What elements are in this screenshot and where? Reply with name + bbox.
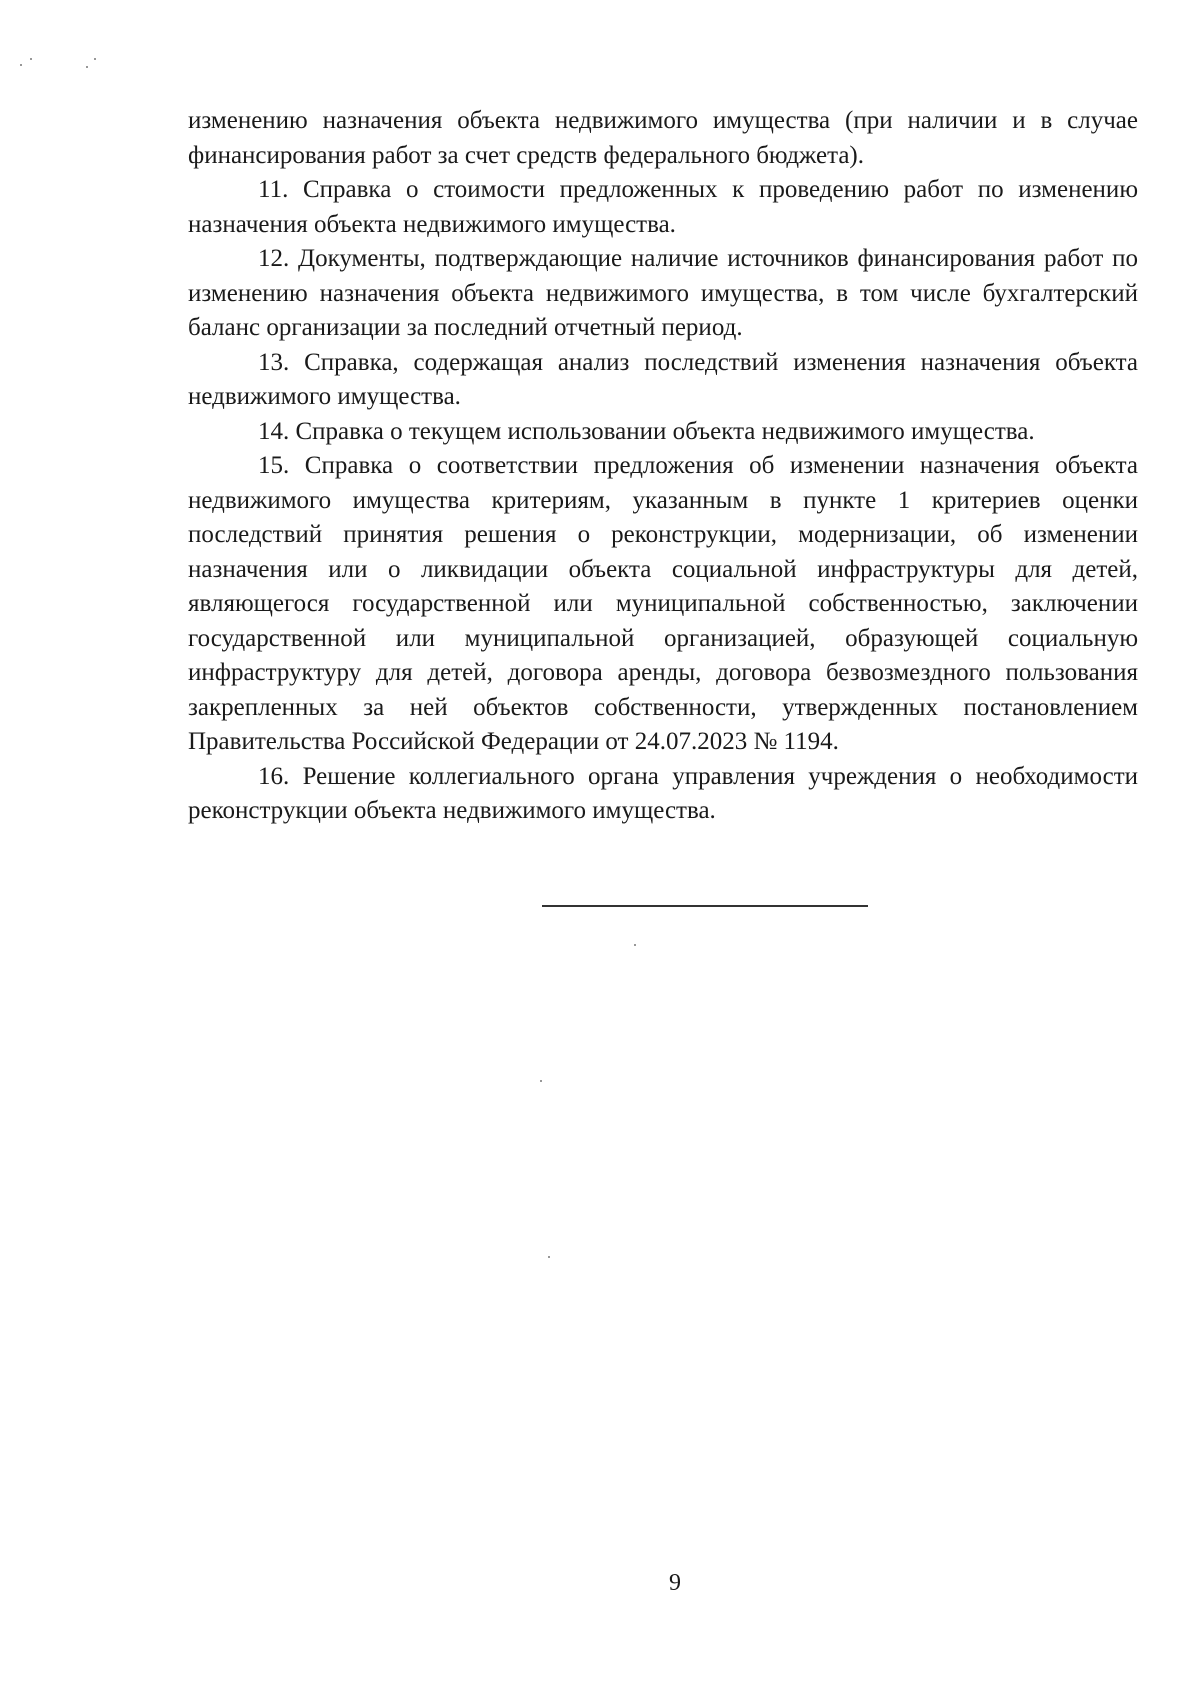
paragraph-item-14: 14. Справка о текущем использовании объекта недвижимого имущества. bbox=[258, 417, 1035, 445]
page-number: 9 bbox=[669, 1570, 681, 1596]
scan-speck bbox=[634, 944, 636, 946]
scan-speck bbox=[20, 64, 22, 66]
document-body bbox=[188, 104, 1138, 829]
paragraph-item-13: 13. Справка, содержащая анализ последствий изменения назначения объекта недвижимого имущества. bbox=[188, 348, 1138, 410]
paragraph-item-15: 15. Справка о соответствии предложения об изменении назначения объекта недвижимого имущества критериям, указанным в пункте 1 критериев оценки последствий принятия решения о реконструкции, модернизации, об изменении назначения или о ликвидации объекта социальной инфраструктуры для детей, являющегося государственной или муниципальной собственностью, заключении государственной или муниципальной организацией, образующей социальную инфраструктуру для детей, договора аренды, договора безвозмездного пользования закрепленных за ней объектов собственности, утвержденных постановлением Правительства Российской Федерации от 24.07.2023 № 1194. bbox=[188, 452, 1138, 755]
paragraph-continuation: изменению назначения объекта недвижимого имущества (при наличии и в случае финансирования работ за счет средств федерального бюджета). bbox=[188, 107, 1138, 169]
scan-speck bbox=[548, 1256, 550, 1258]
paragraph-item-16: 16. Решение коллегиального органа управления учреждения о необходимости реконструкции объекта недвижимого имущества. bbox=[188, 762, 1138, 824]
end-separator-line bbox=[542, 905, 868, 907]
scan-speck bbox=[30, 58, 32, 60]
paragraph-item-12: 12. Документы, подтверждающие наличие источников финансирования работ по изменению назначения объекта недвижимого имущества, в том числе бухгалтерский баланс организации за последний отчетный период. bbox=[188, 245, 1138, 341]
scan-speck bbox=[86, 66, 88, 68]
scan-speck bbox=[540, 1080, 542, 1082]
paragraph-item-11: 11. Справка о стоимости предложенных к проведению работ по изменению назначения объекта недвижимого имущества. bbox=[188, 176, 1138, 238]
scan-speck bbox=[94, 58, 96, 60]
